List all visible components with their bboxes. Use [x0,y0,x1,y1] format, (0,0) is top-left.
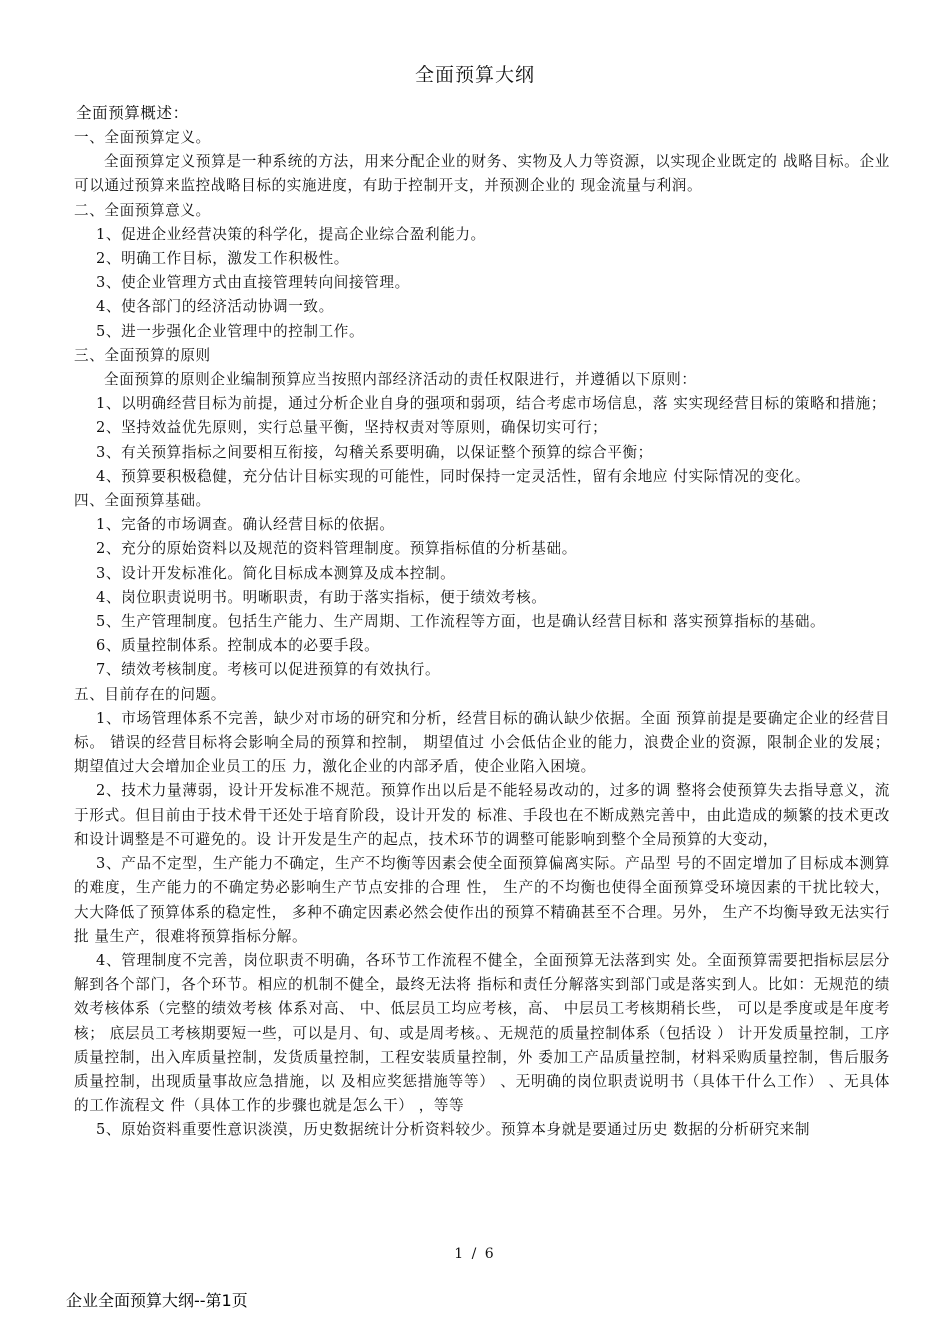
body-paragraph: 4、管理制度不完善，岗位职责不明确，各环节工作流程不健全，全面预算无法落到实 处。全面预算需要把指标层层分解到各个部门，各个环节。相应的机制不健全，最终无法将 指标和责任分解落实到部门或是落实到人。比如：无规范的绩效考核体系（完整的绩效考核 体系对高、 中、低层员工均应考核，高、 中层员工考核期稍长些， 可以是季度或是年度考核； 底层员工考核期要短一些，可以是月、旬、或是周考核。、无规范的质量控制体系（包括设 ） 计开发质量控制，工序质量控制，出入库质量控制，发货质量控制，工程安装质量控制，外 委加工产品质量控制，材料采购质量控制，售后服务质量控制，出现质量事故应急措施，以 及相应奖惩措施等等） 、无明确的岗位职责说明书（具体干什么工作） 、无具体的工作流程文 件（具体工作的步骤也就是怎么干） ，等等 [74,951,890,1115]
section-heading: 五、目前存在的问题。 [74,685,226,703]
body-paragraph: 5、原始资料重要性意识淡漠，历史数据统计分析资料较少。预算本身就是要通过历史 数据的分析研究来制 [96,1121,811,1139]
section-heading: 二、全面预算意义。 [74,201,211,219]
paragraph-list [74,126,890,1143]
body-paragraph: 2、技术力量薄弱，设计开发标准不规范。预算作出以后是不能轻易改动的，过多的调 整将会使预算失去指导意义，流于形式。但目前由于技术骨干还处于培育阶段，设计开发的 标准、手段也在不断成熟完善中，由此造成的频繁的技术更改和设计调整是不可避免的。设 计开发是生产的起点，技术环节的调整可能影响到整个全局预算的大变动， [74,782,890,848]
body-paragraph: 全面预算的原则企业编制预算应当按照内部经济活动的责任权限进行，并遵循以下原则： [104,371,697,389]
body-paragraph: 4、预算要积极稳健，充分估计目标实现的可能性，同时保持一定灵活性，留有余地应 付实际情况的变化。 [96,467,811,485]
body-paragraph: 3、有关预算指标之间要相互衔接，勾稽关系要明确，以保证整个预算的综合平衡； [96,443,653,461]
body-paragraph: 5、生产管理制度。包括生产能力、生产周期、工作流程等方面，也是确认经营目标和 落实预算指标的基础。 [96,613,826,631]
body-paragraph: 4、使各部门的经济活动协调一致。 [96,298,334,316]
body-paragraph: 1、市场管理体系不完善，缺少对市场的研究和分析，经营目标的确认缺少依据。全面 预算前提是要确定企业的经营目标。 错误的经营目标将会影响全局的预算和控制， 期望值过 小会低估企业的能力，浪费企业的资源，限制企业的发展；期望值过大会增加企业员工的压 力，激化企业的内部矛盾，使企业陷入困境。 [74,709,890,776]
document-body [74,100,890,1143]
section-heading: 一、全面预算定义。 [74,129,211,146]
section-heading: 三、全面预算的原则 [74,346,211,364]
body-paragraph: 7、绩效考核制度。考核可以促进预算的有效执行。 [96,661,441,679]
body-paragraph: 1、促进企业经营决策的科学化，提高企业综合盈利能力。 [96,225,486,243]
body-paragraph: 3、使企业管理方式由直接管理转向间接管理。 [96,274,410,292]
body-paragraph: 1、完备的市场调查。确认经营目标的依据。 [96,516,395,534]
body-paragraph: 全面预算定义预算是一种系统的方法，用来分配企业的财务、实物及人力等资源，以实现企业既定的 战略目标。企业可以通过预算来监控战略目标的实施进度，有助于控制开支，并预测企业的 现金流量与利润。 [74,153,890,195]
section-heading: 四、全面预算基础。 [74,492,211,510]
body-paragraph: 2、充分的原始资料以及规范的资料管理制度。预算指标值的分析基础。 [96,540,577,558]
body-paragraph: 3、产品不定型，生产能力不确定，生产不均衡等因素会使全面预算偏离实际。产品型 号的不固定增加了目标成本测算的难度，生产能力的不确定势必影响生产节点安排的合理 性， 生产的不均衡也使得全面预算受环境因素的干扰比较大， 大大降低了预算体系的稳定性， 多种不确定因素必然会使作出的预算不精确甚至不合理。另外， 生产不均衡导致无法实行批 量生产，很难将预算指标分解。 [74,855,890,945]
body-paragraph: 1、以明确经营目标为前提，通过分析企业自身的强项和弱项，结合考虑市场信息，落 实实现经营目标的策略和措施； [96,395,887,413]
body-paragraph: 6、质量控制体系。控制成本的必要手段。 [96,637,380,655]
body-paragraph: 3、设计开发标准化。简化目标成本测算及成本控制。 [96,564,456,582]
body-paragraph: 2、坚持效益优先原则，实行总量平衡，坚持权责对等原则，确保切实可行； [96,419,608,437]
page-footer: 企业全面预算大纲--第1页 [66,1291,248,1310]
body-paragraph: 4、岗位职责说明书。明晰职责，有助于落实指标，便于绩效考核。 [96,588,547,606]
body-paragraph: 2、明确工作目标，激发工作积极性。 [96,250,349,268]
overview-heading: 全面预算概述： [76,104,189,122]
page-number: 1 / 6 [454,1246,496,1262]
document-title: 全面预算大纲 [414,64,535,86]
body-paragraph: 5、进一步强化企业管理中的控制工作。 [96,322,365,340]
